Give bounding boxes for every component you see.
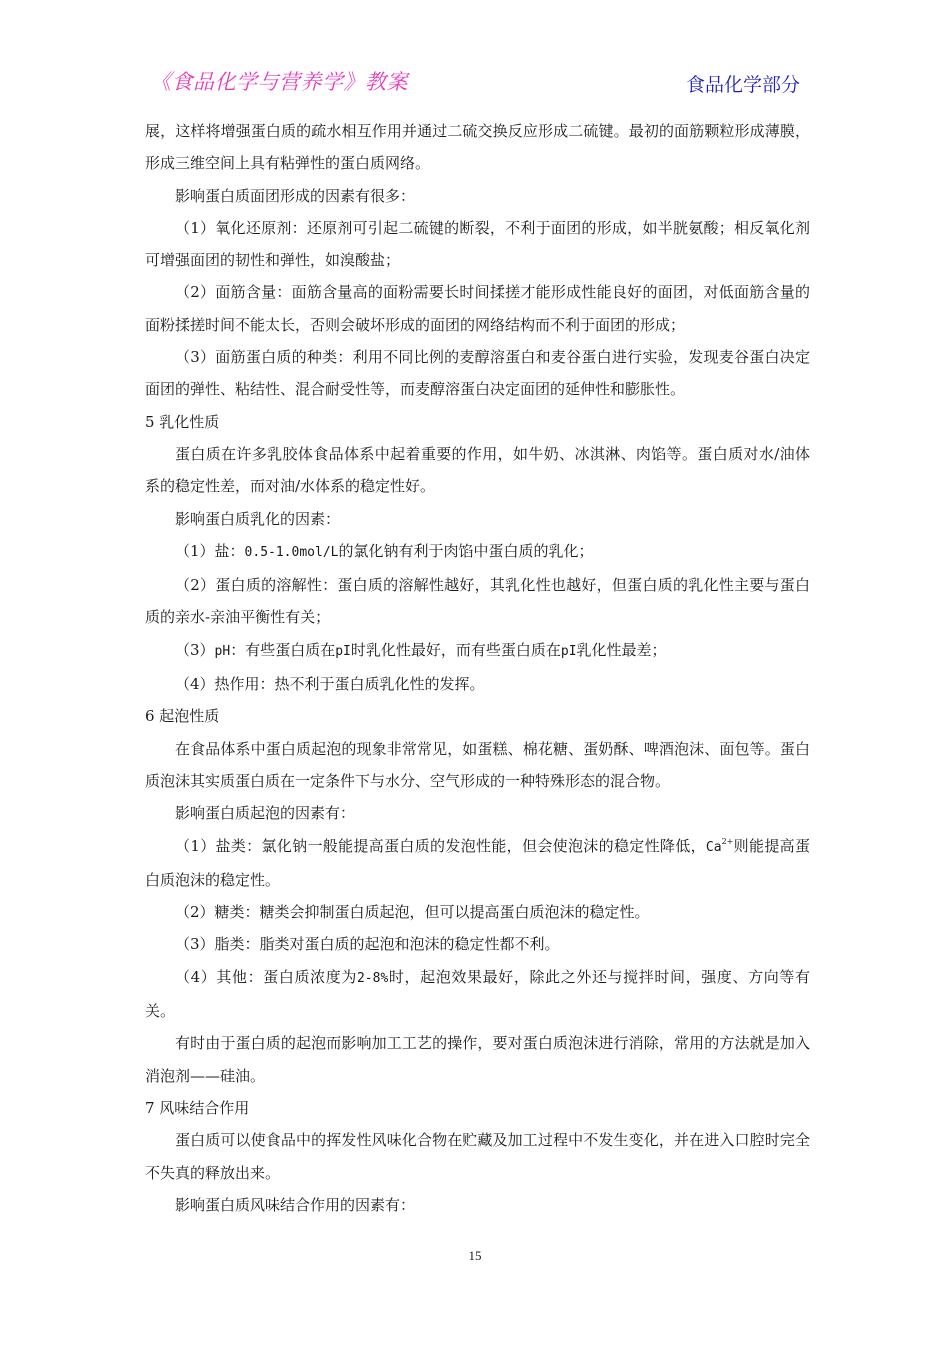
list-item: （2）糖类：糖类会抑制蛋白质起泡，但可以提高蛋白质泡沫的稳定性。: [175, 903, 650, 922]
text-run: ：有些蛋白质在: [230, 640, 336, 659]
text-run: 的氯化钠有利于肉馅中蛋白质的乳化；: [338, 541, 594, 560]
document-body: [145, 115, 810, 1221]
paragraph: 在食品体系中蛋白质起泡的现象非常常见，如蛋糕、棉花糖、蛋奶酥、啤酒泡沫、面包等。蛋白质泡沫其实质蛋白质在一定条件下与水分、空气形成的一种特殊形态的混合物。: [145, 739, 810, 790]
list-item: [145, 634, 810, 668]
paragraph: 蛋白质可以使食品中的挥发性风味化合物在贮藏及加工过程中不发生变化，并在进入口腔时完全不失真的释放出来。: [145, 1131, 810, 1182]
paragraph: 展，这样将增强蛋白质的疏水相互作用并通过二硫交换反应形成二硫键。最初的面筋颗粒形成薄膜，形成三维空间上具有粘弹性的蛋白质网络。: [145, 122, 810, 173]
text-run: （1）盐类：氯化钠一般能提高蛋白质的发泡性能，但会使泡沫的稳定性降低，: [175, 836, 706, 855]
latin-run: Ca: [705, 839, 722, 855]
paragraph: 蛋白质在许多乳胶体食品体系中起着重要的作用，如牛奶、冰淇淋、肉馅等。蛋白质对水/油体系的稳定性差，而对油/水体系的稳定性好。: [145, 444, 810, 496]
page-number: 15: [468, 1248, 482, 1263]
header-title: 《食品化学与营养学》教案: [150, 70, 408, 94]
list-item: （2）面筋含量：面筋含量高的面粉需要长时间揉搓才能形成性能良好的面团，对低面筋含量的面粉揉搓时间不能太长，否则会破坏形成的面团的网络结构而不利于面团的形成；: [145, 283, 810, 334]
header-section: 食品化学部分: [685, 74, 800, 96]
text-run: 时，起泡效果最好，除此之外还与搅拌时间，强度、方向等有关。: [145, 967, 810, 1021]
list-item: [145, 830, 810, 897]
list-item: （3）脂类：脂类对蛋白质的起泡和泡沫的稳定性都不利。: [175, 935, 560, 954]
latin-run: pI: [335, 643, 351, 659]
section-heading: 5 乳化性质: [145, 412, 220, 431]
text-run: 乳化性最差；: [576, 640, 667, 659]
latin-run: pH: [214, 643, 231, 659]
paragraph: 有时由于蛋白质的起泡而影响加工工艺的操作，要对蛋白质泡沫进行消除，常用的方法就是加入消泡剂——硅油。: [145, 1034, 810, 1085]
latin-run: 0.5-1.0mol/L: [244, 544, 339, 560]
text-run: （3）: [175, 640, 215, 659]
text-run: 时乳化性最好，而有些蛋白质在: [350, 640, 561, 659]
text-run: （4）其他：蛋白质浓度为: [175, 967, 357, 986]
paragraph: 影响蛋白质面团形成的因素有很多：: [175, 186, 416, 205]
text-run: 则能提高蛋白质泡沫的稳定性。: [145, 836, 810, 889]
paragraph: 影响蛋白质起泡的因素有：: [175, 804, 356, 823]
superscript: 2+: [721, 836, 734, 846]
list-item: [145, 535, 810, 569]
section-heading: 6 起泡性质: [145, 707, 220, 726]
paragraph: 影响蛋白质乳化的因素：: [175, 509, 341, 528]
list-item: （4）热作用：热不利于蛋白质乳化性的发挥。: [175, 675, 485, 694]
section-heading: 7 风味结合作用: [145, 1098, 250, 1117]
latin-run: pI: [560, 643, 577, 659]
list-item: [145, 961, 810, 1028]
paragraph: 影响蛋白质风味结合作用的因素有：: [175, 1195, 416, 1214]
list-item: （1）氧化还原剂：还原剂可引起二硫键的断裂，不利于面团的形成，如半胱氨酸；相反氧化剂可增强面团的韧性和弹性，如溴酸盐；: [145, 218, 810, 270]
text-run: （1）盐：: [175, 541, 245, 560]
list-item: （3）面筋蛋白质的种类：利用不同比例的麦醇溶蛋白和麦谷蛋白进行实验，发现麦谷蛋白决定面团的弹性、粘结性、混合耐受性等，而麦醇溶蛋白决定面团的延伸性和膨胀性。: [145, 348, 810, 399]
latin-run: 2-8%: [356, 970, 389, 986]
list-item: （2）蛋白质的溶解性：蛋白质的溶解性越好，其乳化性也越好，但蛋白质的乳化性主要与蛋白质的亲水-亲油平衡性有关；: [145, 576, 810, 627]
